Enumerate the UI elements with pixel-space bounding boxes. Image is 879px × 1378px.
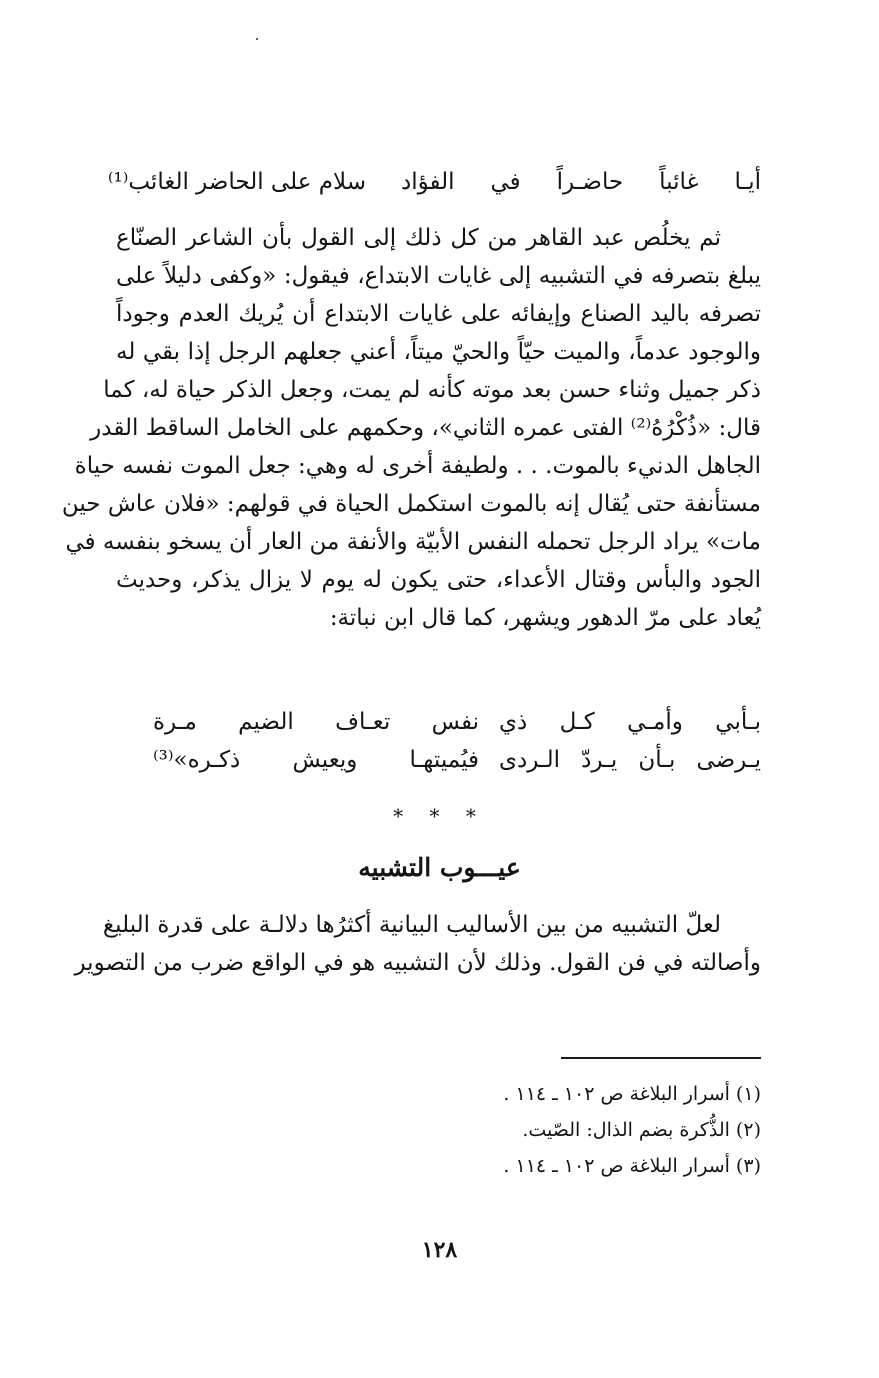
section-separator: * * * xyxy=(393,804,486,828)
opening-verse xyxy=(107,163,761,201)
paragraph-main xyxy=(61,219,761,637)
page-number: ١٢٨ xyxy=(421,1237,458,1263)
text-line: مات» يراد الرجل تحمله النفس الأبيّة والأنفة من العار أن يسخو بنفسه في xyxy=(65,529,761,555)
verse-line xyxy=(153,741,761,779)
text-line: يُعاد على مرّ الدهور ويشهر، كما قال ابن نباتة: xyxy=(329,605,761,631)
footnote-rule xyxy=(561,1057,761,1059)
text-line: ذكر جميل وثناء حسن بعد موته كأنه لم يمت، وجعل الذكر حياة له، كما xyxy=(103,377,761,403)
poem-verses xyxy=(153,703,761,779)
text-line: مستأنفة حتى يُقال إنه بالموت استكمل الحياة في قولهم: «فلان عاش حين xyxy=(61,491,761,517)
text-line: الجاهل الدنيء بالموت. . . ولطيفة أخرى له وهي: جعل الموت نفسه حياة xyxy=(74,453,761,479)
text-line: قال: «ذُكْرُهُ⁽²⁾ الفتى عمره الثاني»، وحكمهم على الخامل الساقط القدر xyxy=(90,415,761,441)
section-heading: عيـــوب التشبيه xyxy=(358,853,521,882)
footnote: (٣) أسرار البلاغة ص ١٠٢ ـ ١١٤ . xyxy=(503,1155,761,1177)
verse-line xyxy=(153,703,761,741)
verse-hemistich: بـأبي وأمـي كـل ذي xyxy=(499,709,761,735)
verse-line xyxy=(107,163,761,201)
text-line: يبلغ بتصرفه في التشبيه إلى غايات الابتداع، فيقول: «وكفى دليلاً على xyxy=(116,263,761,289)
verse-hemistich: نفس تعـاف الضيم مـرة xyxy=(153,709,479,735)
verse-hemistich: فيُميتهـا ويعيش ذكـره»⁽³⁾ xyxy=(153,747,479,773)
text-line: الجود والبأس وقتال الأعداء، حتى يكون له يوم لا يزال يذكر، وحديث xyxy=(116,567,761,593)
paragraph-second xyxy=(74,906,761,982)
print-speck xyxy=(256,38,258,40)
verse-hemistich: أيـا غائباً حاضـراً في الفؤاد xyxy=(401,169,761,195)
text-line: ثم يخلُص عبد القاهر من كل ذلك إلى القول بأن الشاعر الصنّاع xyxy=(116,225,721,251)
footnote: (١) أسرار البلاغة ص ١٠٢ ـ ١١٤ . xyxy=(503,1083,761,1105)
footnote: (٢) الذُّكرة بضم الذال: الصّيت. xyxy=(522,1119,761,1141)
verse-hemistich: سلام على الحاضر الغائب⁽¹⁾ xyxy=(107,169,366,195)
text-line: لعلّ التشبيه من بين الأساليب البيانية أكثرُها دلالـة على قدرة البليغ xyxy=(102,912,721,938)
text-line: وأصالته في فن القول. وذلك لأن التشبيه هو في الواقع ضرب من التصوير xyxy=(74,950,761,976)
text-line: تصرفه باليد الصناع وإيفائه على غايات الابتداع أن يُريك العدم وجوداً xyxy=(116,301,761,327)
text-line: والوجود عدماً، والميت حيّاً والحيّ ميتاً، أعني جعلهم الرجل إذا بقي له xyxy=(116,339,761,365)
verse-hemistich: يـرضى بـأن يـردّ الـردى xyxy=(499,747,761,773)
